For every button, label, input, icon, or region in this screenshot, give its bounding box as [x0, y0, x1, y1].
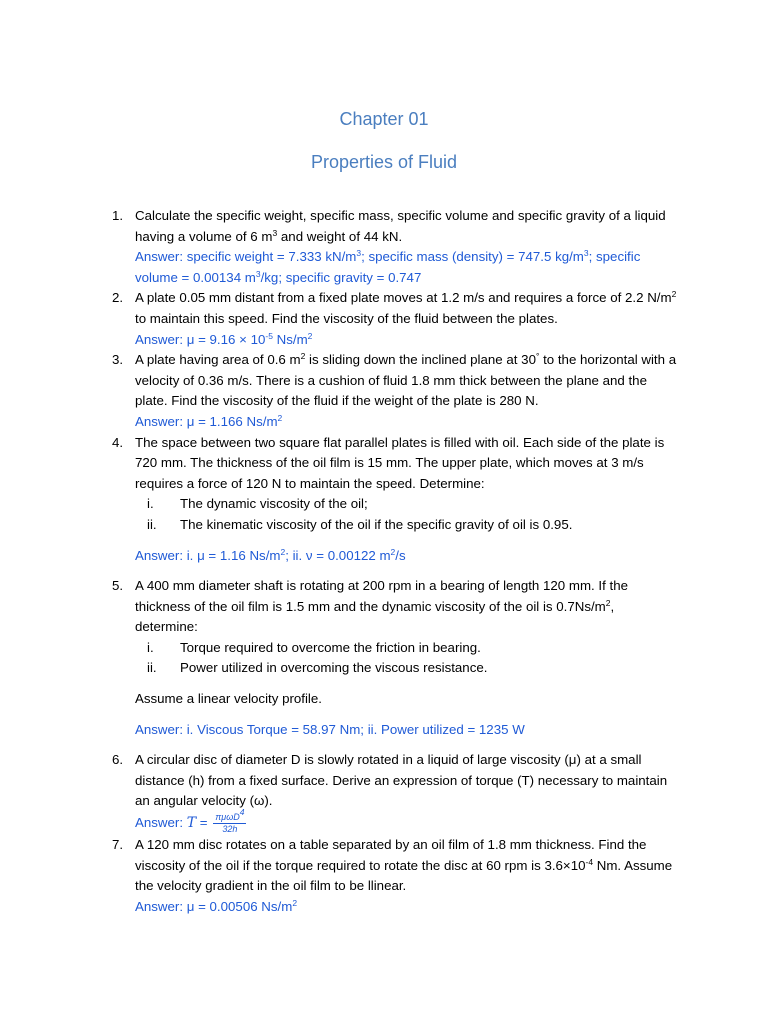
question-number: 7.	[112, 837, 124, 853]
question-5	[0, 576, 677, 750]
question-text: A plate having area of 0.6 $m^2$ is sliding down the inclined plane at 30° to the horizontal with a velocity of 0.36 m/s. There is a cushion of fluid 1.8 mm thick between the plane and the plate. Find the viscosity of the fluid if the weight of the plate is 280 N.	[135, 351, 677, 409]
answer-formula: Answer: T = $\frac{\pi\mu\omega D^4}{32h}$	[135, 807, 245, 835]
chapter-heading: Chapter 01	[339, 109, 429, 129]
question-text: Calculate the specific weight, specific mass, specific volume and specific gravity of a liquid having a volume of 6 $m^3$ and weight of 44 kN.	[135, 208, 666, 244]
sub-item: ii. The kinematic viscosity of the oil if the specific gravity of oil is 0.95.	[147, 516, 573, 532]
question-6	[0, 750, 677, 835]
fraction: $\frac{\pi\mu\omega D^4}{32h}$	[215, 807, 245, 835]
question-number: 2.	[112, 290, 124, 306]
question-number: 6.	[112, 752, 124, 768]
question-2	[0, 288, 677, 350]
question-text: A 120 mm disc rotates on a table separated by an oil film of 1.8 mm thickness. Find the viscosity of the oil if the torque required to rotate the disc at 60 rpm is $3.6\times 10^{-4}$ Nm. Assume the velocity gradient in the oil film to be llinear.	[135, 837, 673, 894]
question-list	[0, 206, 768, 917]
question-4	[0, 433, 677, 577]
answer-text: Answer: specific weight = 7.333 $kN/m^3$; specific mass (density) = 747.5 $kg/m^3$; specific volume = 0.00134 $m^3/kg$; specific gravity = 0.747	[135, 248, 641, 285]
sub-item: i. The dynamic viscosity of the oil;	[147, 496, 368, 512]
answer-text: Answer: μ = 1.166 $Ns/m^2$	[135, 412, 283, 429]
question-text: A circular disc of diameter D is slowly rotated in a liquid of large viscosity (μ) at a small distance (h) from a fixed surface. Derive an expression of torque (T) necessary to maintain an angular velocity (ω).	[135, 752, 668, 809]
question-number: 1.	[112, 208, 124, 223]
answer-text: Answer: i. μ = 1.16 $Ns/m^2$; ii. ν = 0.00122 $m^2/s$	[135, 546, 406, 563]
answer-text: Answer: i. Viscous Torque = 58.97 Nm; ii. Power utilized = 1235 W	[135, 721, 525, 737]
answer-text: Answer: μ = 0.00506 $Ns/m^2$	[135, 897, 298, 914]
question-text: A plate 0.05 mm distant from a fixed plate moves at 1.2 m/s and requires a force of 2.2 $N/m^2$ to maintain this speed. Find the viscosity of the fluid between the plates.	[135, 289, 677, 326]
question-number: 5.	[112, 578, 124, 594]
note-text: Assume a linear velocity profile.	[135, 691, 322, 707]
question-number: 4.	[112, 434, 124, 450]
question-3	[0, 350, 677, 432]
question-text: A 400 mm diameter shaft is rotating at 200 rpm in a bearing of length 120 mm. If the thickness of the oil film is 1.5 mm and the dynamic viscosity of the oil is $0.7Ns/m^2$, determine:	[135, 578, 628, 635]
sub-item: ii. Power utilized in overcoming the viscous resistance.	[147, 660, 488, 676]
question-text: The space between two square flat parallel plates is filled with oil. Each side of the plate is 720 mm. The thickness of the oil film is 15 mm. The upper plate, which moves at 3 m/s requires a force of 120 N to maintain the speed. Determine:	[135, 434, 665, 491]
answer-text: Answer: $\mu = 9.16 \times 10^{-5}$ $Ns/m^2$	[135, 330, 313, 347]
sub-item: i. Torque required to overcome the friction in bearing.	[147, 639, 481, 655]
question-number: 3.	[112, 352, 124, 368]
question-7	[0, 835, 677, 917]
question-1	[0, 206, 677, 288]
page-title: Properties of Fluid	[310, 152, 458, 172]
